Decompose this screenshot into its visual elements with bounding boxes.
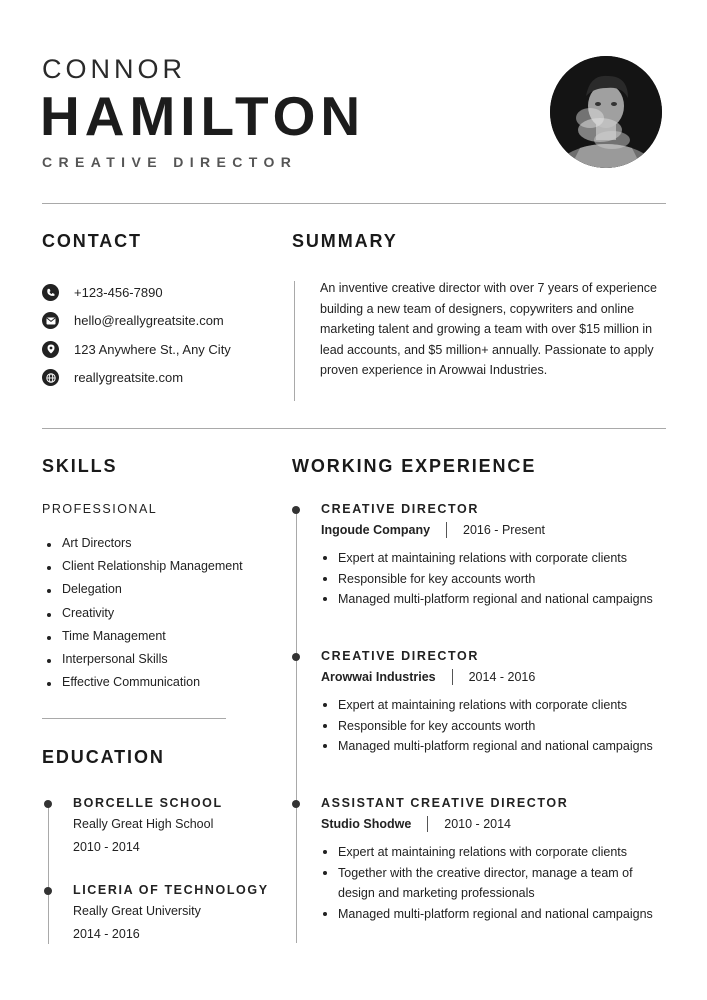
experience-heading: WORKING EXPERIENCE [292,456,537,476]
skill-item: Effective Communication [42,674,243,697]
job-company: Studio Shodwe [321,817,412,831]
job-meta [321,522,545,538]
education-program: Really Great High School [73,817,214,831]
job-responsibilities [318,842,670,924]
job-role: ASSISTANT CREATIVE DIRECTOR [321,796,569,810]
skill-item: Creativity [42,605,243,628]
experience-timeline-dot [292,506,300,514]
job-separator [452,669,453,685]
skills-divider [42,718,226,719]
skill-item: Interpersonal Skills [42,651,243,674]
contact-phone-text: +123-456-7890 [74,284,163,300]
job-bullet: Expert at maintaining relations with corporate clients [318,548,670,569]
job-bullet: Responsible for key accounts worth [318,569,670,590]
skill-item: Time Management [42,628,243,651]
job-bullet: Expert at maintaining relations with corporate clients [318,695,670,716]
skills-list [42,535,243,697]
education-years: 2010 - 2014 [73,840,140,854]
contact-phone [42,278,231,307]
summary-divider [294,281,295,401]
job-responsibilities [318,695,670,757]
job-bullet: Managed multi-platform regional and national campaigns [318,589,670,610]
contact-address-text: 123 Anywhere St., Any City [74,341,231,357]
contact-website [42,364,231,393]
education-heading: EDUCATION [42,747,165,767]
job-meta [321,816,511,832]
summary-text: An inventive creative director with over 7 years of experience building a new team of designers, copywriters and online marketing talent and growing a team with over $15 million in lead accounts, and $5 million+ annually. Passionate to apply proven experience in Arowwai Industries. [320,281,657,378]
skill-item: Delegation [42,581,243,604]
job-years: 2014 - 2016 [468,670,536,684]
education-program: Really Great University [73,904,201,918]
experience-timeline [296,510,297,943]
skill-item: Client Relationship Management [42,558,243,581]
skills-subheading: PROFESSIONAL [42,502,158,516]
job-role: CREATIVE DIRECTOR [321,502,479,516]
experience-timeline-dot [292,800,300,808]
globe-icon [42,369,59,386]
contact-address [42,335,231,364]
education-school: BORCELLE SCHOOL [73,796,223,810]
job-bullet: Managed multi-platform regional and national campaigns [318,904,670,925]
job-years: 2016 - Present [463,523,546,537]
education-years: 2014 - 2016 [73,927,140,941]
contact-email [42,307,231,336]
job-separator [427,816,428,832]
email-icon [42,312,59,329]
middle-divider [42,428,666,429]
education-timeline [48,804,49,944]
job-title: CREATIVE DIRECTOR [42,154,298,170]
job-bullet: Together with the creative director, manage a team of design and marketing professionals [318,863,670,904]
profile-photo [550,56,662,168]
education-timeline-dot [44,887,52,895]
job-bullet: Responsible for key accounts worth [318,716,670,737]
contact-email-text: hello@reallygreatsite.com [74,313,224,329]
summary-heading: SUMMARY [292,231,398,251]
skills-heading: SKILLS [42,456,118,476]
job-company: Arowwai Industries [321,670,436,684]
contact-website-text: reallygreatsite.com [74,370,184,386]
education-school: LICERIA OF TECHNOLOGY [73,883,269,897]
last-name: HAMILTON [40,85,366,147]
job-meta [321,669,535,685]
profile-photo-image [550,56,662,168]
header-divider [42,203,666,204]
location-icon [42,341,59,358]
contact-heading: CONTACT [42,231,142,251]
job-responsibilities [318,548,670,610]
experience-timeline-dot [292,653,300,661]
education-timeline-dot [44,800,52,808]
job-company: Ingoude Company [321,523,431,537]
job-years: 2010 - 2014 [444,817,512,831]
job-bullet: Expert at maintaining relations with corporate clients [318,842,670,863]
job-role: CREATIVE DIRECTOR [321,649,479,663]
contact-list [42,278,231,392]
first-name: CONNOR [42,54,186,84]
phone-icon [42,284,59,301]
job-separator [446,522,447,538]
skill-item: Art Directors [42,535,243,558]
job-bullet: Managed multi-platform regional and national campaigns [318,736,670,757]
